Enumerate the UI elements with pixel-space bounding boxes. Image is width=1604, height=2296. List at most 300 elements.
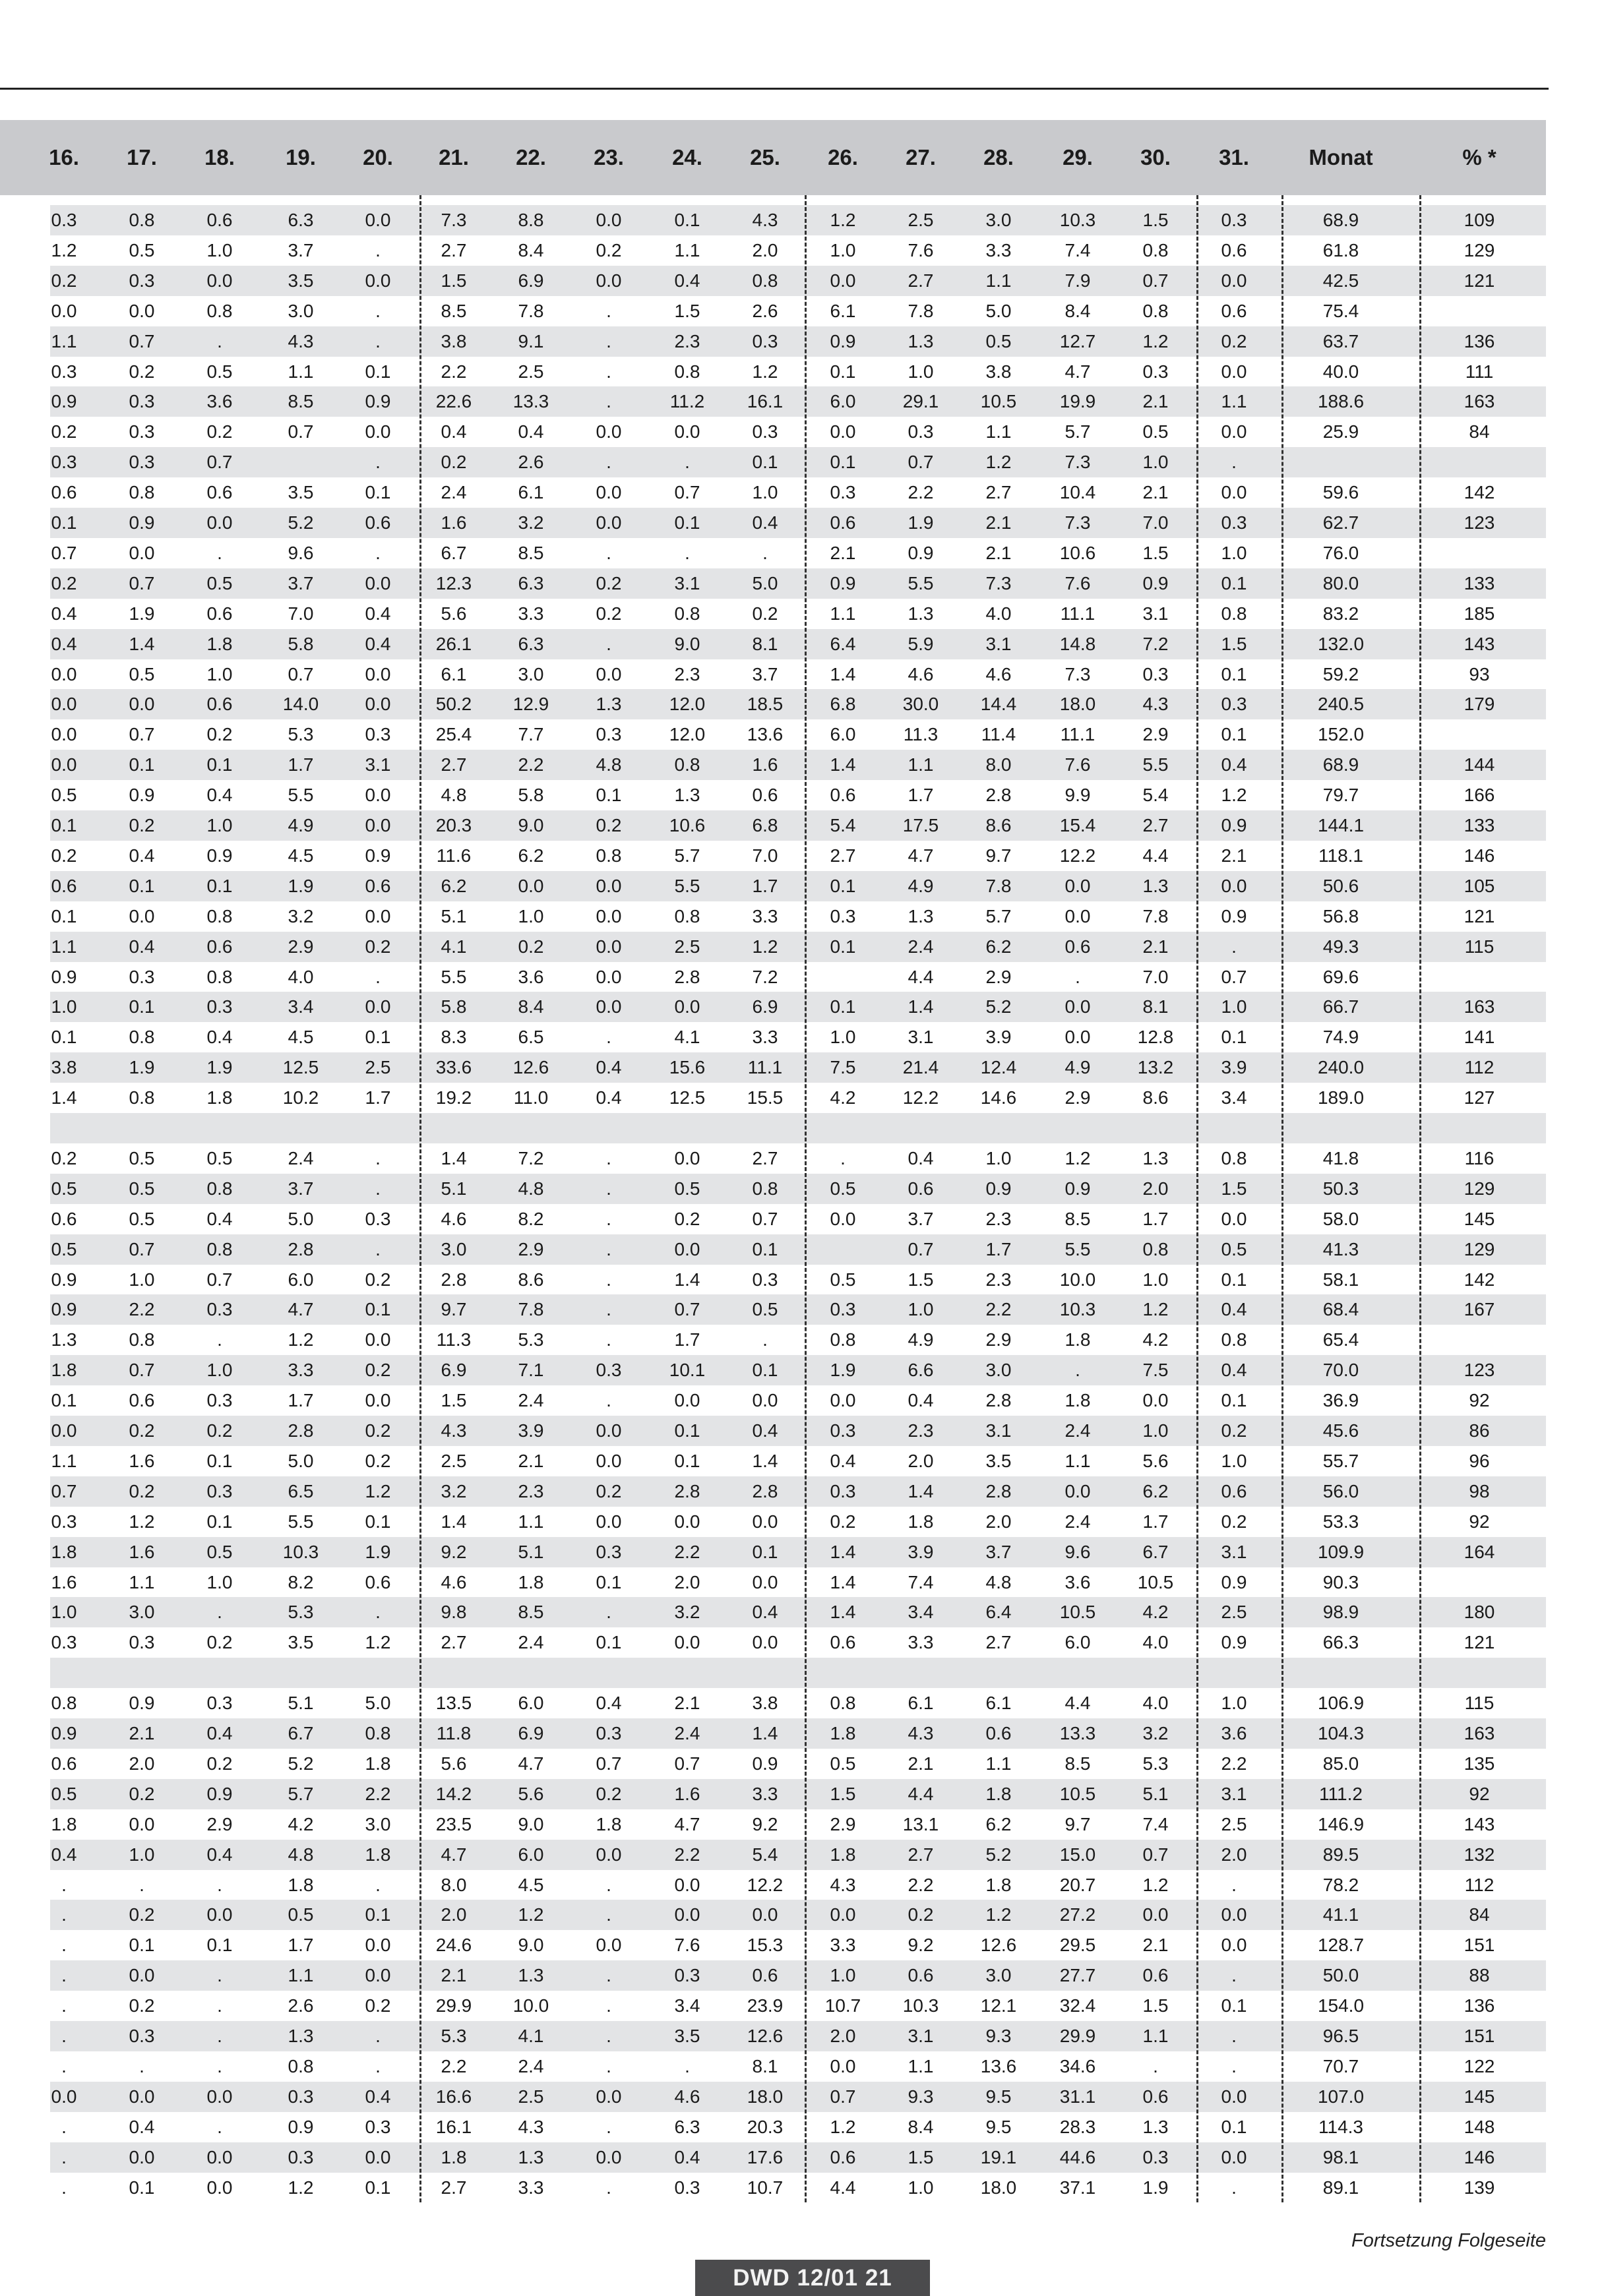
table-cell: 0.1 — [674, 1420, 700, 1441]
table-cell: 4.2 — [1142, 1329, 1169, 1350]
table-cell: 7.8 — [908, 300, 934, 321]
table-cell: 96 — [1469, 1450, 1490, 1471]
table-cell: 7.1 — [518, 1360, 544, 1381]
table-cell: 5.5 — [674, 875, 700, 896]
table-cell: 18.5 — [747, 694, 784, 715]
table-cell: 3.8 — [51, 1057, 77, 1078]
table-cell: 0.8 — [752, 270, 778, 291]
table-cell: 0.7 — [752, 1208, 778, 1229]
table-cell: 0.2 — [830, 1511, 856, 1532]
table-cell: 0.1 — [51, 815, 77, 835]
table-cell: 65.4 — [1322, 1329, 1359, 1350]
table-cell: 1.3 — [1142, 2116, 1169, 2137]
table-cell: 0.1 — [752, 1541, 778, 1562]
table-cell: 0.9 — [51, 391, 77, 412]
table-cell: 4.3 — [830, 1874, 856, 1895]
table-cell: 2.5 — [674, 936, 700, 957]
table-row — [0, 1204, 1604, 1234]
table-cell: 0.2 — [596, 239, 622, 260]
table-cell: 2.9 — [830, 1813, 856, 1834]
table-cell: 0.8 — [674, 603, 700, 624]
table-cell: 4.2 — [1142, 1602, 1169, 1623]
table-cell: 15.0 — [1059, 1844, 1096, 1865]
table-cell: 3.5 — [985, 1450, 1012, 1471]
table-cell: 8.2 — [288, 1571, 314, 1592]
table-cell — [1413, 447, 1545, 477]
table-cell: 3.9 — [985, 1027, 1012, 1048]
table-cell: 2.8 — [288, 1420, 314, 1441]
table-cell: 0.8 — [206, 300, 233, 321]
table-cell: 0.1 — [206, 875, 233, 896]
table-cell: 0.6 — [1221, 239, 1247, 260]
table-cell: . — [606, 452, 611, 473]
table-cell: 2.1 — [674, 1693, 700, 1714]
table-cell: 0.6 — [1064, 936, 1091, 957]
table-cell: 188.6 — [1317, 391, 1365, 412]
table-cell: 13.3 — [512, 391, 549, 412]
table-cell: 3.4 — [908, 1602, 934, 1623]
table-row — [0, 447, 1604, 477]
table-cell: 0.6 — [830, 785, 856, 806]
table-cell: 4.1 — [674, 1027, 700, 1048]
table-cell — [1413, 538, 1545, 568]
table-cell: 0.5 — [129, 1178, 155, 1199]
table-cell: 0.3 — [830, 1480, 856, 1501]
table-row — [0, 1597, 1604, 1627]
table-cell: 2.6 — [518, 452, 544, 473]
table-cell: . — [606, 1390, 611, 1411]
table-cell: 185 — [1464, 603, 1495, 624]
table-cell: 2.1 — [985, 512, 1012, 533]
table-cell: 2.1 — [1142, 1935, 1169, 1956]
table-cell: 3.6 — [206, 391, 233, 412]
table-cell: 0.1 — [206, 1450, 233, 1471]
table-cell: 2.0 — [1142, 1178, 1169, 1199]
table-cell: . — [840, 1147, 846, 1168]
table-cell: 0.8 — [1142, 239, 1169, 260]
table-cell: 5.4 — [1142, 785, 1169, 806]
table-cell: 0.2 — [129, 815, 155, 835]
table-cell: 1.1 — [51, 330, 77, 351]
table-cell: 0.0 — [365, 785, 391, 806]
table-cell: 2.8 — [441, 1269, 467, 1290]
table-cell: 111 — [1465, 361, 1494, 382]
table-cell: 0.9 — [830, 330, 856, 351]
table-cell: 1.4 — [674, 1269, 700, 1290]
table-cell: 128.7 — [1317, 1935, 1365, 1956]
table-cell: 1.4 — [830, 663, 856, 684]
table-row — [0, 477, 1604, 508]
table-cell: 70.7 — [1322, 2055, 1359, 2076]
table-cell: 164 — [1464, 1541, 1495, 1562]
table-cell: 0.5 — [51, 1238, 77, 1259]
table-cell: 2.1 — [1142, 482, 1169, 503]
table-row — [0, 357, 1604, 387]
table-cell: 0.1 — [674, 1450, 700, 1471]
table-cell: 5.7 — [985, 905, 1012, 926]
table-cell: 1.5 — [1221, 1178, 1247, 1199]
table-cell: 6.9 — [441, 1360, 467, 1381]
table-cell: 0.5 — [51, 1783, 77, 1804]
table-cell: 0.0 — [51, 724, 77, 745]
table-cell: 8.1 — [752, 2055, 778, 2076]
table-cell: 18.0 — [747, 2086, 784, 2107]
table-cell: 0.3 — [129, 966, 155, 987]
table-cell: 5.0 — [365, 1693, 391, 1714]
header-cell: 21. — [439, 145, 469, 169]
table-cell: 0.5 — [1142, 421, 1169, 442]
table-cell: 3.2 — [674, 1602, 700, 1623]
table-cell: 4.0 — [288, 966, 314, 987]
table-cell: . — [606, 1602, 611, 1623]
table-cell: 1.1 — [908, 754, 934, 775]
table-cell — [807, 1234, 879, 1265]
table-cell: 0.0 — [830, 270, 856, 291]
table-cell: 0.0 — [596, 1420, 622, 1441]
table-row — [0, 1688, 1604, 1718]
table-cell: 42.5 — [1322, 270, 1359, 291]
table-cell: 0.3 — [752, 1269, 778, 1290]
table-cell: 1.3 — [908, 330, 934, 351]
table-cell: 5.5 — [288, 785, 314, 806]
table-cell: . — [1231, 936, 1237, 957]
table-cell: 2.7 — [441, 239, 467, 260]
table-cell: 0.0 — [365, 1390, 391, 1411]
table-cell: 0.2 — [365, 1269, 391, 1290]
table-cell: 6.0 — [1064, 1632, 1091, 1653]
table-cell: 7.6 — [674, 1935, 700, 1956]
table-cell: 0.8 — [206, 1238, 233, 1259]
table-cell: 0.4 — [674, 2146, 700, 2167]
table-cell: 0.1 — [1221, 1390, 1247, 1411]
table-cell: 122 — [1464, 2055, 1495, 2076]
table-row — [0, 841, 1604, 871]
table-cell: 5.1 — [1142, 1783, 1169, 1804]
table-cell: 9.7 — [1064, 1813, 1091, 1834]
table-cell: 6.4 — [830, 633, 856, 654]
table-cell: . — [762, 1329, 768, 1350]
table-cell: 0.1 — [129, 875, 155, 896]
table-cell: 1.2 — [830, 210, 856, 230]
table-row — [0, 750, 1604, 780]
table-cell: 0.0 — [1064, 875, 1091, 896]
table-cell: 3.7 — [752, 663, 778, 684]
table-cell: 2.1 — [129, 1723, 155, 1743]
table-cell: 62.7 — [1322, 512, 1359, 533]
table-cell: 0.7 — [674, 1753, 700, 1774]
table-cell: 0.1 — [129, 754, 155, 775]
table-cell: 0.1 — [365, 1511, 391, 1532]
table-cell: 0.8 — [830, 1329, 856, 1350]
table-cell: 3.1 — [1142, 603, 1169, 624]
table-cell: 5.3 — [288, 1602, 314, 1623]
table-cell: 0.1 — [206, 1935, 233, 1956]
table-cell: 0.0 — [365, 2146, 391, 2167]
table-cell: 2.0 — [908, 1450, 934, 1471]
table-cell: . — [606, 2177, 611, 2198]
table-cell: 0.0 — [1064, 1480, 1091, 1501]
table-cell: 4.3 — [441, 1420, 467, 1441]
table-cell: 1.0 — [752, 482, 778, 503]
table-cell: 0.0 — [674, 1147, 700, 1168]
table-cell: 4.4 — [830, 2177, 856, 2198]
table-cell: 1.2 — [1142, 1874, 1169, 1895]
table-cell: 0.6 — [908, 1178, 934, 1199]
table-cell: 1.3 — [51, 1329, 77, 1350]
table-cell: 0.0 — [1064, 905, 1091, 926]
table-cell: 3.5 — [674, 2026, 700, 2046]
table-cell: 13.1 — [902, 1813, 939, 1834]
table-cell: 0.1 — [1221, 2116, 1247, 2137]
table-cell: 6.0 — [830, 724, 856, 745]
table-cell: 2.5 — [365, 1057, 391, 1078]
table-cell: 0.3 — [908, 421, 934, 442]
table-cell: 22.6 — [435, 391, 472, 412]
table-cell: 6.3 — [518, 633, 544, 654]
table-cell: 1.9 — [288, 875, 314, 896]
table-cell: . — [217, 1874, 222, 1895]
table-cell: 0.6 — [365, 512, 391, 533]
table-cell: 9.0 — [674, 633, 700, 654]
table-cell: 1.6 — [441, 512, 467, 533]
table-cell: 0.3 — [1221, 512, 1247, 533]
table-cell: 2.9 — [518, 1238, 544, 1259]
table-row — [0, 719, 1604, 750]
table-cell: 12.8 — [1137, 1027, 1174, 1048]
table-cell: 0.8 — [1221, 1147, 1247, 1168]
table-cell: . — [61, 1874, 67, 1895]
table-cell: 0.3 — [365, 1208, 391, 1229]
table-cell: 5.0 — [288, 1450, 314, 1471]
table-cell: 0.3 — [51, 210, 77, 230]
table-cell: 2.9 — [985, 1329, 1012, 1350]
table-cell: 154.0 — [1317, 1995, 1365, 2016]
table-cell: 1.3 — [908, 905, 934, 926]
table-cell: 1.3 — [596, 694, 622, 715]
table-cell: 7.3 — [1064, 452, 1091, 473]
table-cell: 6.3 — [518, 572, 544, 593]
table-cell: 2.7 — [830, 845, 856, 866]
table-cell: 1.8 — [1064, 1329, 1091, 1350]
table-cell: 0.0 — [365, 996, 391, 1017]
table-cell: 6.0 — [288, 1269, 314, 1290]
table-cell: 10.1 — [669, 1360, 706, 1381]
table-cell: 1.5 — [830, 1783, 856, 1804]
table-cell: 23.5 — [435, 1813, 472, 1834]
table-cell: 1.3 — [1142, 1147, 1169, 1168]
table-cell: 7.6 — [1064, 754, 1091, 775]
table-cell: 1.1 — [985, 1753, 1012, 1774]
table-cell: 0.8 — [206, 1178, 233, 1199]
table-cell: 3.4 — [1221, 1087, 1247, 1108]
table-cell: 121 — [1464, 905, 1495, 926]
table-cell: 0.4 — [129, 845, 155, 866]
table-cell: 0.6 — [206, 603, 233, 624]
table-row — [0, 2112, 1604, 2142]
table-row — [0, 1446, 1604, 1476]
table-cell: 2.7 — [1142, 815, 1169, 835]
table-cell: 3.0 — [985, 1965, 1012, 1986]
table-cell: 3.9 — [908, 1541, 934, 1562]
table-cell: 10.6 — [1059, 542, 1096, 563]
table-row — [0, 689, 1604, 719]
table-cell: 0.6 — [752, 1965, 778, 1986]
table-cell: 1.2 — [365, 1480, 391, 1501]
table-cell: 1.2 — [365, 1632, 391, 1653]
table-cell: 1.0 — [1221, 542, 1247, 563]
table-cell: 0.5 — [985, 330, 1012, 351]
table-cell: 1.1 — [985, 270, 1012, 291]
column-divider — [1281, 195, 1283, 2202]
table-cell: 0.9 — [830, 572, 856, 593]
table-cell: 1.2 — [985, 1904, 1012, 1925]
table-cell: 3.2 — [1142, 1723, 1169, 1743]
table-cell: 5.2 — [985, 1844, 1012, 1865]
table-cell: 0.5 — [129, 1208, 155, 1229]
table-cell: 0.7 — [674, 1299, 700, 1320]
table-cell: . — [61, 1965, 67, 1986]
table-cell: . — [606, 330, 611, 351]
table-cell: 1.2 — [752, 361, 778, 382]
table-cell: 8.8 — [518, 210, 544, 230]
table-cell: 0.1 — [830, 996, 856, 1017]
table-cell: 6.1 — [441, 663, 467, 684]
table-cell: 4.4 — [908, 966, 934, 987]
table-cell: . — [606, 1178, 611, 1199]
table-cell: 3.0 — [985, 210, 1012, 230]
table-cell: . — [139, 1874, 144, 1895]
table-cell: 166 — [1464, 785, 1495, 806]
table-cell: 4.6 — [441, 1208, 467, 1229]
table-cell: 1.0 — [206, 239, 233, 260]
table-cell: 0.5 — [752, 1299, 778, 1320]
table-cell: 1.0 — [206, 1571, 233, 1592]
table-cell: . — [1231, 2055, 1237, 2076]
table-cell: 0.0 — [365, 421, 391, 442]
table-cell: 15.3 — [747, 1935, 784, 1956]
table-cell: 1.5 — [1142, 1995, 1169, 2016]
table-cell: 1.0 — [908, 361, 934, 382]
table-cell: 0.3 — [288, 2086, 314, 2107]
table-cell: 2.4 — [518, 1390, 544, 1411]
table-row — [0, 205, 1604, 235]
table-cell: 2.9 — [1064, 1087, 1091, 1108]
table-cell: 10.7 — [747, 2177, 784, 2198]
table-cell: 0.3 — [1142, 2146, 1169, 2167]
table-cell: 7.0 — [752, 845, 778, 866]
table-cell: 0.3 — [830, 905, 856, 926]
table-cell: 0.9 — [1064, 1178, 1091, 1199]
table-cell: 2.3 — [674, 330, 700, 351]
table-cell: 1.5 — [1142, 210, 1169, 230]
table-cell: 12.5 — [282, 1057, 319, 1078]
table-cell: 28.3 — [1059, 2116, 1096, 2137]
table-cell: 2.1 — [1221, 845, 1247, 866]
table-cell: 132.0 — [1317, 633, 1365, 654]
table-cell: 5.1 — [441, 905, 467, 926]
table-cell: 8.4 — [518, 996, 544, 1017]
table-cell: 136 — [1464, 1995, 1495, 2016]
table-cell: . — [217, 1965, 222, 1986]
table-cell: 10.3 — [282, 1541, 319, 1562]
table-cell: 0.0 — [365, 572, 391, 593]
table-row — [0, 780, 1604, 810]
top-rule — [0, 88, 1549, 90]
table-cell: 2.7 — [985, 482, 1012, 503]
table-cell: 32.4 — [1059, 1995, 1096, 2016]
table-cell: 0.3 — [596, 724, 622, 745]
table-cell: 7.0 — [1142, 512, 1169, 533]
table-cell: 1.9 — [908, 512, 934, 533]
table-cell: 0.8 — [206, 966, 233, 987]
table-cell: 1.7 — [1142, 1511, 1169, 1532]
table-cell: . — [606, 1269, 611, 1290]
table-cell: 145 — [1464, 2086, 1495, 2107]
table-cell: . — [217, 542, 222, 563]
table-cell: 3.2 — [288, 905, 314, 926]
table-cell: 9.8 — [441, 1602, 467, 1623]
header-cell: 24. — [672, 145, 702, 169]
table-cell: 2.5 — [908, 210, 934, 230]
table-cell: 0.0 — [674, 1874, 700, 1895]
table-cell: 20.3 — [435, 815, 472, 835]
table-cell: 5.5 — [1064, 1238, 1091, 1259]
table-cell: 0.5 — [206, 361, 233, 382]
table-cell: 0.6 — [752, 785, 778, 806]
table-cell: 0.3 — [129, 270, 155, 291]
table-cell: 12.9 — [512, 694, 549, 715]
table-cell: 2.4 — [1064, 1420, 1091, 1441]
table-cell: 0.6 — [206, 210, 233, 230]
table-cell: . — [1075, 1360, 1080, 1381]
table-row — [0, 1870, 1604, 1900]
header-cell: 28. — [983, 145, 1014, 169]
table-cell: 0.7 — [288, 663, 314, 684]
table-cell: 83.2 — [1322, 603, 1359, 624]
table-cell: . — [606, 1874, 611, 1895]
table-cell: . — [1075, 966, 1080, 987]
table-cell: 30.0 — [902, 694, 939, 715]
table-cell: 146.9 — [1317, 1813, 1365, 1834]
table-cell: 1.7 — [752, 875, 778, 896]
table-cell: 4.8 — [518, 1178, 544, 1199]
table-cell: 70.0 — [1322, 1360, 1359, 1381]
table-cell: . — [685, 452, 690, 473]
table-cell: 2.3 — [908, 1420, 934, 1441]
table-cell: 0.8 — [129, 1329, 155, 1350]
table-cell: 0.0 — [1221, 1935, 1247, 1956]
table-cell: 1.0 — [129, 1269, 155, 1290]
table-cell: 1.7 — [365, 1087, 391, 1108]
table-cell: 146 — [1464, 2146, 1495, 2167]
table-cell: 59.2 — [1322, 663, 1359, 684]
table-cell: 0.7 — [1221, 966, 1247, 987]
table-cell: 13.6 — [980, 2055, 1017, 2076]
table-cell: 5.1 — [288, 1693, 314, 1714]
table-row — [0, 1627, 1604, 1658]
table-cell: 8.6 — [1142, 1087, 1169, 1108]
table-cell: 20.7 — [1059, 1874, 1096, 1895]
table-cell: 0.9 — [1221, 1632, 1247, 1653]
table-cell: 3.8 — [752, 1693, 778, 1714]
table-cell: 0.3 — [1142, 361, 1169, 382]
table-cell: 0.0 — [365, 663, 391, 684]
table-cell: 0.0 — [596, 482, 622, 503]
table-cell: 3.8 — [985, 361, 1012, 382]
table-cell: 0.1 — [51, 1027, 77, 1048]
table-cell: 16.1 — [747, 391, 784, 412]
table-cell: . — [606, 1965, 611, 1986]
